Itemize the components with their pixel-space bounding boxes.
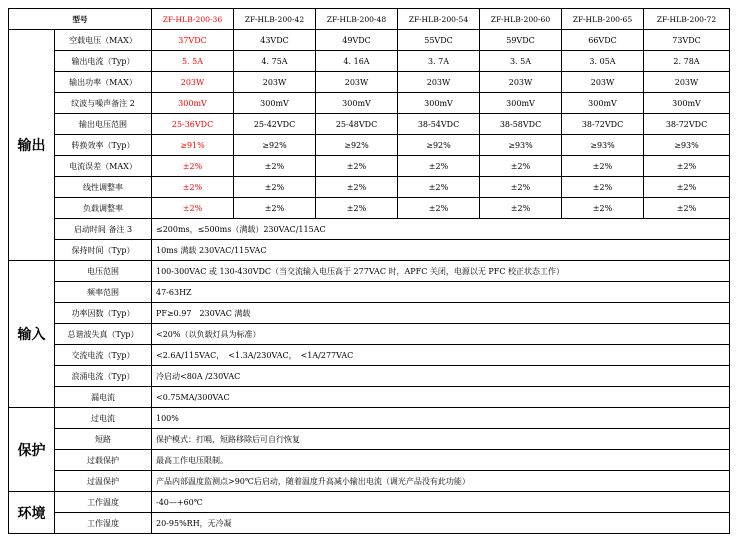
spec-value: 38-58VDC	[480, 114, 562, 135]
category-input: 输入	[9, 261, 55, 408]
spec-value: 300mV	[562, 93, 644, 114]
param-label: 输出电压范围	[55, 114, 152, 135]
table-row	[9, 429, 730, 450]
spec-value: 300mV	[234, 93, 316, 114]
table-row	[9, 408, 730, 429]
spec-value: 73VDC	[644, 30, 730, 51]
spec-value: 203W	[398, 72, 480, 93]
spec-value: 300mV	[644, 93, 730, 114]
spec-value: ±2%	[152, 198, 234, 219]
table-row	[9, 261, 730, 282]
param-label: 总谐波失真（Typ）	[55, 324, 152, 345]
param-label: 浪涌电流（Typ）	[55, 366, 152, 387]
spec-value: 300mV	[152, 93, 234, 114]
spec-value: 203W	[152, 72, 234, 93]
spec-value: 3. 7A	[398, 51, 480, 72]
spec-value: 38-72VDC	[562, 114, 644, 135]
spec-value: 66VDC	[562, 30, 644, 51]
table-row	[9, 93, 730, 114]
spec-value: 38-72VDC	[644, 114, 730, 135]
param-label: 工作湿度	[55, 513, 152, 534]
table-row	[9, 471, 730, 492]
spec-value: 4. 75A	[234, 51, 316, 72]
spec-value: ±2%	[562, 198, 644, 219]
param-label: 转换效率（Typ）	[55, 135, 152, 156]
spec-value: 4. 16A	[316, 51, 398, 72]
param-label: 交流电流（Typ）	[55, 345, 152, 366]
model-name: ZF-HLB-200-42	[234, 9, 316, 30]
spec-value: 100%	[152, 408, 730, 429]
spec-value: ±2%	[316, 177, 398, 198]
spec-value: 203W	[644, 72, 730, 93]
spec-value: 20-95%RH，无冷凝	[152, 513, 730, 534]
spec-value: 49VDC	[316, 30, 398, 51]
category-environment: 环境	[9, 492, 55, 534]
spec-value: ±2%	[644, 156, 730, 177]
spec-value: 300mV	[480, 93, 562, 114]
param-label: 工作温度	[55, 492, 152, 513]
spec-value: 产品内部温度监测点>90℃后启动，随着温度升高减小输出电流（调光产品没有此功能）	[152, 471, 730, 492]
spec-value: 37VDC	[152, 30, 234, 51]
spec-value: ±2%	[234, 198, 316, 219]
spec-value: <2.6A/115VAC， <1.3A/230VAC， <1A/277VAC	[152, 345, 730, 366]
model-name: ZF-HLB-200-36	[152, 9, 234, 30]
table-row	[9, 135, 730, 156]
model-name: ZF-HLB-200-60	[480, 9, 562, 30]
spec-value: ±2%	[152, 156, 234, 177]
param-label: 保持时间（Typ）	[55, 240, 152, 261]
table-row	[9, 240, 730, 261]
spec-value: 203W	[234, 72, 316, 93]
spec-value: 25-36VDC	[152, 114, 234, 135]
spec-value: 43VDC	[234, 30, 316, 51]
spec-value: 保护模式：打嗝，短路移除后可自行恢复	[152, 429, 730, 450]
table-row	[9, 30, 730, 51]
spec-value: ±2%	[644, 198, 730, 219]
param-label: 短路	[55, 429, 152, 450]
spec-value: ±2%	[480, 177, 562, 198]
table-row	[9, 324, 730, 345]
spec-value: 最高工作电压限制。	[152, 450, 730, 471]
param-label: 纹波与噪声备注 2	[55, 93, 152, 114]
spec-value: 5. 5A	[152, 51, 234, 72]
spec-table	[8, 8, 730, 534]
spec-value: ±2%	[316, 156, 398, 177]
spec-value: 203W	[316, 72, 398, 93]
table-row	[9, 282, 730, 303]
spec-value: ≥92%	[234, 135, 316, 156]
spec-value: ≥92%	[316, 135, 398, 156]
spec-value: ≥93%	[644, 135, 730, 156]
spec-value: <0.75MA/300VAC	[152, 387, 730, 408]
param-label: 负载调整率	[55, 198, 152, 219]
param-label: 频率范围	[55, 282, 152, 303]
spec-value: 300mV	[398, 93, 480, 114]
spec-value: ±2%	[562, 177, 644, 198]
table-row	[9, 177, 730, 198]
category-output: 输出	[9, 30, 55, 261]
param-label: 电压范围	[55, 261, 152, 282]
spec-value: ≥93%	[480, 135, 562, 156]
model-name: ZF-HLB-200-65	[562, 9, 644, 30]
spec-value: 3. 5A	[480, 51, 562, 72]
spec-value: 冷启动<80A /230VAC	[152, 366, 730, 387]
spec-value: ≤200ms，≤500ms（满载）230VAC/115AC	[152, 219, 730, 240]
spec-value: PF≥0.97 230VAC 满载	[152, 303, 730, 324]
table-row	[9, 51, 730, 72]
spec-value: ≥92%	[398, 135, 480, 156]
model-name: ZF-HLB-200-54	[398, 9, 480, 30]
spec-value: 203W	[480, 72, 562, 93]
spec-value: 25-42VDC	[234, 114, 316, 135]
table-row	[9, 387, 730, 408]
table-row	[9, 366, 730, 387]
table-row	[9, 198, 730, 219]
spec-value: ±2%	[644, 177, 730, 198]
param-label: 电流误差（MAX）	[55, 156, 152, 177]
spec-value: ≥91%	[152, 135, 234, 156]
spec-value: ±2%	[562, 156, 644, 177]
spec-value: ±2%	[234, 177, 316, 198]
spec-value: 55VDC	[398, 30, 480, 51]
table-row	[9, 303, 730, 324]
spec-value: 100-300VAC 或 130-430VDC（当交流输入电压高于 277VAC 时，APFC 关闭，电源以无 PFC 校正状态工作）	[152, 261, 730, 282]
spec-value: ±2%	[152, 177, 234, 198]
table-row	[9, 156, 730, 177]
spec-value: ±2%	[234, 156, 316, 177]
table-row	[9, 219, 730, 240]
table-row	[9, 114, 730, 135]
spec-value: 2. 78A	[644, 51, 730, 72]
spec-value: ±2%	[398, 177, 480, 198]
spec-value: ±2%	[480, 198, 562, 219]
spec-value: <20%（以负载灯具为标准）	[152, 324, 730, 345]
spec-value: ≥93%	[562, 135, 644, 156]
spec-value: ±2%	[398, 198, 480, 219]
table-row	[9, 72, 730, 93]
spec-value: 203W	[562, 72, 644, 93]
param-label: 漏电流	[55, 387, 152, 408]
param-label: 过温保护	[55, 471, 152, 492]
spec-value: 59VDC	[480, 30, 562, 51]
spec-value: 47-63HZ	[152, 282, 730, 303]
param-label: 空载电压（MAX）	[55, 30, 152, 51]
param-label: 过载保护	[55, 450, 152, 471]
model-name: ZF-HLB-200-48	[316, 9, 398, 30]
spec-value: -40—+60℃	[152, 492, 730, 513]
table-row	[9, 450, 730, 471]
spec-value: ±2%	[480, 156, 562, 177]
param-label: 输出功率（MAX）	[55, 72, 152, 93]
header-row	[9, 9, 730, 30]
param-label: 线性调整率	[55, 177, 152, 198]
category-protection: 保护	[9, 408, 55, 492]
table-row	[9, 345, 730, 366]
param-label: 过电流	[55, 408, 152, 429]
table-row	[9, 492, 730, 513]
spec-value: 25-48VDC	[316, 114, 398, 135]
spec-value: 38-54VDC	[398, 114, 480, 135]
model-name: ZF-HLB-200-72	[644, 9, 730, 30]
param-label: 功率因数（Typ）	[55, 303, 152, 324]
spec-value: ±2%	[316, 198, 398, 219]
spec-value: 10ms 满载 230VAC/115VAC	[152, 240, 730, 261]
param-label: 输出电流（Typ）	[55, 51, 152, 72]
table-row	[9, 513, 730, 534]
spec-value: 3. 05A	[562, 51, 644, 72]
param-label: 启动时间 备注 3	[55, 219, 152, 240]
spec-value: ±2%	[398, 156, 480, 177]
spec-value: 300mV	[316, 93, 398, 114]
model-label: 型号	[9, 9, 152, 30]
